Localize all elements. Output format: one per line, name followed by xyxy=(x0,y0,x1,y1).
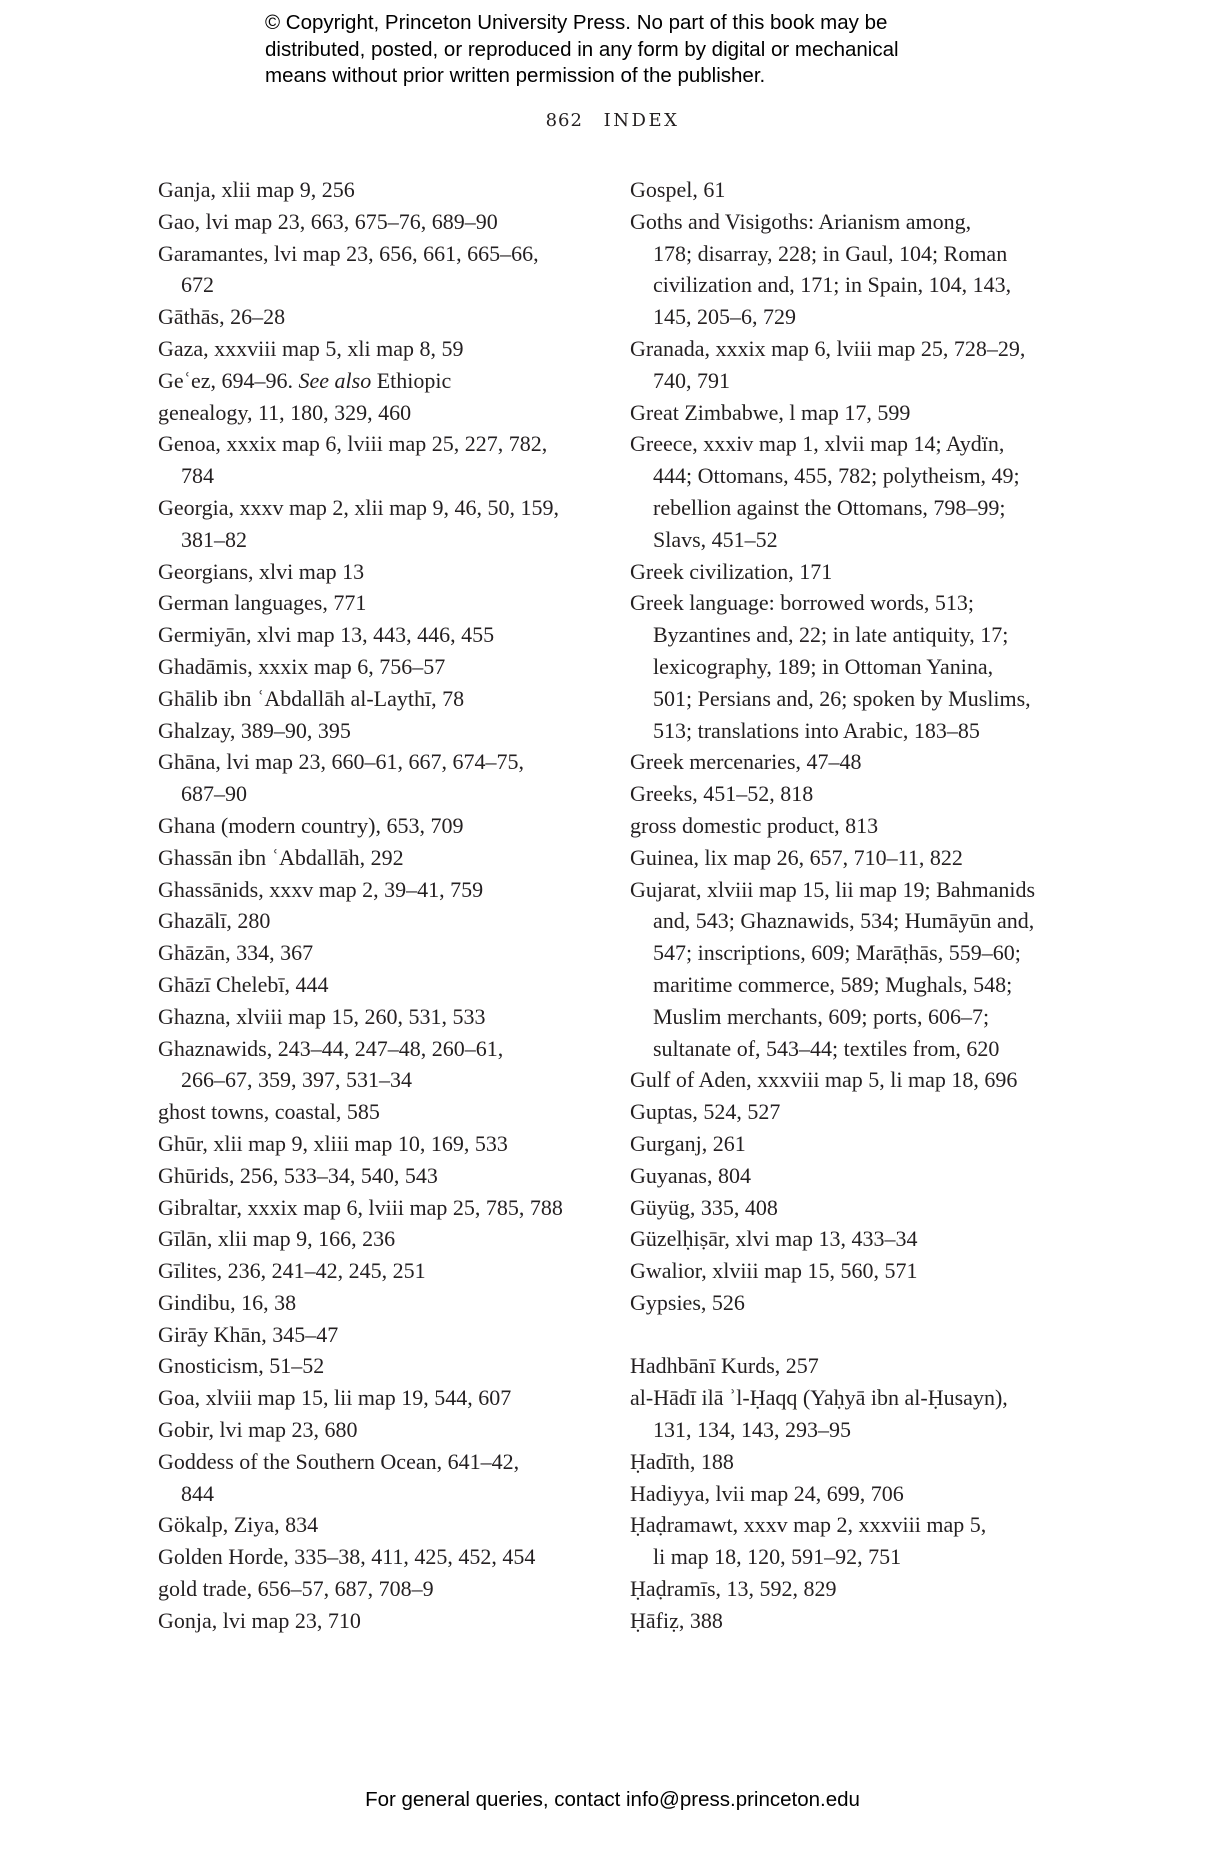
index-entry-line: Golden Horde, 335–38, 411, 425, 452, 454 xyxy=(158,1544,536,1570)
index-entry-line: Greece, xxxiv map 1, xlvii map 14; Aydïn, xyxy=(630,431,1005,457)
index-entry xyxy=(158,1255,588,1287)
index-entry-line: Guptas, 524, 527 xyxy=(630,1099,781,1125)
index-column-left xyxy=(158,174,588,1637)
index-entry xyxy=(158,206,588,238)
index-entry-line: gross domestic product, 813 xyxy=(630,812,879,838)
index-entry-line: Goddess of the Southern Ocean, 641–42, xyxy=(158,1448,520,1474)
index-entry xyxy=(158,301,588,333)
index-entry xyxy=(158,619,588,651)
index-entry xyxy=(158,905,588,937)
index-entry-line: Gāthās, 26–28 xyxy=(158,304,286,330)
index-entry-line: li map 18, 120, 591–92, 751 xyxy=(653,1544,902,1570)
index-entry xyxy=(630,1128,1070,1160)
index-entry-line: Ḥadīth, 188 xyxy=(630,1448,734,1474)
index-entry-line: Ghassān ibn ʿAbdallāh, 292 xyxy=(158,844,404,870)
index-entry xyxy=(158,238,588,302)
index-entry xyxy=(158,365,588,397)
index-entry xyxy=(630,1573,1070,1605)
index-entry xyxy=(630,1096,1070,1128)
index-entry xyxy=(630,1160,1070,1192)
index-entry xyxy=(630,746,1070,778)
index-entry-line: Slavs, 451–52 xyxy=(653,526,778,552)
index-entry-line: sultanate of, 543–44; textiles from, 620 xyxy=(653,1035,1000,1061)
index-entry-line: Ghāzī Chelebī, 444 xyxy=(158,971,329,997)
index-entry-line: 784 xyxy=(181,463,214,489)
index-entry-line: Gnosticism, 51–52 xyxy=(158,1353,325,1379)
copyright-line: means without prior written permission of the publisher. xyxy=(265,64,766,87)
index-entry-line: German languages, 771 xyxy=(158,590,367,616)
index-entry xyxy=(158,937,588,969)
index-entry-line: 444; Ottomans, 455, 782; polytheism, 49; xyxy=(653,463,1020,489)
index-entry-line: Ghūrids, 256, 533–34, 540, 543 xyxy=(158,1162,438,1188)
index-entry xyxy=(158,492,588,556)
index-entry-line: Georgians, xlvi map 13 xyxy=(158,558,365,584)
index-entry-line: civilization and, 171; in Spain, 104, 143, xyxy=(653,272,1012,298)
index-entry-line: Gobir, lvi map 23, 680 xyxy=(158,1417,358,1443)
index-entry-line: rebellion against the Ottomans, 798–99; xyxy=(653,494,1006,520)
index-entry-line: Ghāna, lvi map 23, 660–61, 667, 674–75, xyxy=(158,749,525,775)
index-entry-line: Girāy Khān, 345–47 xyxy=(158,1321,339,1347)
index-entry xyxy=(158,1096,588,1128)
index-entry xyxy=(158,1033,588,1097)
index-entry-line: Garamantes, lvi map 23, 656, 661, 665–66, xyxy=(158,240,539,266)
index-entry xyxy=(630,1064,1070,1096)
index-entry-line: and, 543; Ghaznawids, 534; Humāyūn and, xyxy=(653,908,1035,934)
index-entry xyxy=(158,1192,588,1224)
index-entry-line: Gibraltar, xxxix map 6, lviii map 25, 785, 788 xyxy=(158,1194,563,1220)
index-entry-line: Ḥāfiẓ, 388 xyxy=(630,1607,723,1633)
index-entry-line: Ghaznawids, 243–44, 247–48, 260–61, xyxy=(158,1035,504,1061)
index-entry-line: Hadiyya, lvii map 24, 699, 706 xyxy=(630,1480,904,1506)
index-entry xyxy=(158,810,588,842)
index-entry xyxy=(158,874,588,906)
index-entry xyxy=(630,1605,1070,1637)
index-entry-line: Gao, lvi map 23, 663, 675–76, 689–90 xyxy=(158,208,498,234)
index-entry xyxy=(158,1446,588,1510)
index-entry-line: Greeks, 451–52, 818 xyxy=(630,781,814,807)
index-entry xyxy=(158,587,588,619)
index-entry-line: 381–82 xyxy=(181,526,247,552)
running-head xyxy=(0,110,1225,131)
index-entry-line: Gulf of Aden, xxxviii map 5, li map 18, 696 xyxy=(630,1067,1018,1093)
index-entry xyxy=(630,1446,1070,1478)
index-entry xyxy=(158,1605,588,1637)
index-entry-line: Greek language: borrowed words, 513; xyxy=(630,590,974,616)
index-entry-line: Guyanas, 804 xyxy=(630,1162,751,1188)
index-entry-line: 131, 134, 143, 293–95 xyxy=(653,1417,851,1443)
index-entry-line: Ghana (modern country), 653, 709 xyxy=(158,812,464,838)
index-entry xyxy=(630,428,1070,555)
copyright-line: distributed, posted, or reproduced in any form by digital or mechanical xyxy=(265,37,899,61)
index-entry xyxy=(158,1541,588,1573)
see-also-label: See also xyxy=(298,367,372,393)
index-entry-line: genealogy, 11, 180, 329, 460 xyxy=(158,399,412,425)
index-entry-line: Gospel, 61 xyxy=(630,177,726,202)
index-entry-line: Muslim merchants, 609; ports, 606–7; xyxy=(653,1003,990,1029)
section-title: INDEX xyxy=(603,110,680,131)
index-entry xyxy=(158,1287,588,1319)
index-entry-line: Granada, xxxix map 6, lviii map 25, 728–29, xyxy=(630,335,1026,361)
index-entry xyxy=(630,1192,1070,1224)
index-entry-line: ghost towns, coastal, 585 xyxy=(158,1099,380,1125)
index-entry xyxy=(158,1509,588,1541)
index-entry-line: Great Zimbabwe, l map 17, 599 xyxy=(630,399,911,425)
index-entry xyxy=(158,397,588,429)
index-entry-line: Germiyān, xlvi map 13, 443, 446, 455 xyxy=(158,622,495,648)
index-entry-line: 740, 791 xyxy=(653,367,730,393)
page-number: 862 xyxy=(545,110,583,131)
index-entry xyxy=(630,874,1070,1065)
index-entry xyxy=(630,1223,1070,1255)
index-entry xyxy=(158,428,588,492)
index-entry xyxy=(158,1160,588,1192)
index-entry-line: Gökalp, Ziya, 834 xyxy=(158,1512,319,1538)
index-entry-line: 547; inscriptions, 609; Marāṭhās, 559–60; xyxy=(653,940,1021,966)
index-entry xyxy=(158,1223,588,1255)
index-entry-line: lexicography, 189; in Ottoman Yanina, xyxy=(653,653,994,679)
index-entry xyxy=(158,969,588,1001)
index-entry-line: Ḥaḍramīs, 13, 592, 829 xyxy=(630,1576,837,1602)
index-entry-line: Greek civilization, 171 xyxy=(630,558,833,584)
index-entry xyxy=(158,1128,588,1160)
index-entry xyxy=(630,842,1070,874)
copyright-line: © Copyright, Princeton University Press. No part of this book may be xyxy=(265,11,888,34)
index-entry xyxy=(630,397,1070,429)
index-entry-line: Ghazālī, 280 xyxy=(158,908,271,934)
index-entry-line: Ghālib ibn ʿAbdallāh al-Laythī, 78 xyxy=(158,685,465,711)
index-entry xyxy=(158,333,588,365)
index-entry xyxy=(630,778,1070,810)
index-entry-line: Georgia, xxxv map 2, xlii map 9, 46, 50, 159, xyxy=(158,494,560,520)
index-entry xyxy=(630,810,1070,842)
index-entry-line: 844 xyxy=(181,1480,214,1506)
index-entry-line: Hadhbānī Kurds, 257 xyxy=(630,1353,819,1379)
index-entry-line: Ghazna, xlviii map 15, 260, 531, 533 xyxy=(158,1003,486,1029)
index-entry-line: 145, 205–6, 729 xyxy=(653,304,796,330)
index-entry-line: Ganja, xlii map 9, 256 xyxy=(158,177,355,202)
index-entry xyxy=(158,1414,588,1446)
index-entry xyxy=(158,556,588,588)
index-entry-line: Gīlān, xlii map 9, 166, 236 xyxy=(158,1226,396,1252)
footer-contact: For general queries, contact info@press.princeton.edu xyxy=(365,1788,860,1811)
index-entry xyxy=(158,1319,588,1351)
index-entry xyxy=(158,651,588,683)
index-entry-line: 672 xyxy=(181,272,214,298)
index-entry xyxy=(630,1350,1070,1382)
index-entry-line: Gonja, lvi map 23, 710 xyxy=(158,1607,361,1633)
index-entry xyxy=(630,174,1070,206)
index-entry-line: Güyüg, 335, 408 xyxy=(630,1194,778,1220)
index-entry-line: 513; translations into Arabic, 183–85 xyxy=(653,717,980,743)
index-entry-line: 501; Persians and, 26; spoken by Muslims, xyxy=(653,685,1031,711)
index-entry-line: Ghassānids, xxxv map 2, 39–41, 759 xyxy=(158,876,484,902)
index-entry-line: Güzelḥiṣār, xlvi map 13, 433–34 xyxy=(630,1226,918,1252)
index-entry-line: Gujarat, xlviii map 15, lii map 19; Bahmanids xyxy=(630,876,1036,902)
index-entry xyxy=(158,715,588,747)
index-entry-line: Byzantines and, 22; in late antiquity, 17; xyxy=(653,622,1009,648)
index-entry-line: Gwalior, xlviii map 15, 560, 571 xyxy=(630,1258,918,1284)
index-entry-line: gold trade, 656–57, 687, 708–9 xyxy=(158,1576,434,1602)
index-entry-line: Guinea, lix map 26, 657, 710–11, 822 xyxy=(630,844,963,870)
index-entry xyxy=(630,587,1070,746)
index-entry-line: Geʿez, 694–96. See also Ethiopic xyxy=(158,367,452,393)
index-entry xyxy=(158,174,588,206)
index-entry-line: Gindibu, 16, 38 xyxy=(158,1289,297,1315)
index-entry xyxy=(630,333,1070,397)
index-entry-line: Gurganj, 261 xyxy=(630,1130,746,1156)
index-entry xyxy=(630,1382,1070,1446)
index-entry xyxy=(630,1509,1070,1573)
index-entry xyxy=(630,1255,1070,1287)
index-entry-line: Genoa, xxxix map 6, lviii map 25, 227, 782, xyxy=(158,431,548,457)
index-entry-line: Ghalzay, 389–90, 395 xyxy=(158,717,351,743)
index-entry-line: 266–67, 359, 397, 531–34 xyxy=(181,1067,412,1093)
index-entry xyxy=(630,556,1070,588)
index-entry xyxy=(158,1350,588,1382)
index-entry-line: Ghāzān, 334, 367 xyxy=(158,940,314,966)
index-entry xyxy=(158,842,588,874)
index-entry-line: Greek mercenaries, 47–48 xyxy=(630,749,862,775)
index-entry-line: Ghadāmis, xxxix map 6, 756–57 xyxy=(158,653,446,679)
index-entry-line: Ghūr, xlii map 9, xliii map 10, 169, 533 xyxy=(158,1130,508,1156)
index-entry-line: Gīlites, 236, 241–42, 245, 251 xyxy=(158,1258,426,1284)
index-entry xyxy=(158,1382,588,1414)
index-entry-line: 178; disarray, 228; in Gaul, 104; Roman xyxy=(653,240,1008,266)
index-entry xyxy=(158,1001,588,1033)
index-entry xyxy=(158,746,588,810)
index-entry xyxy=(158,1573,588,1605)
index-entry-line: Ḥaḍramawt, xxxv map 2, xxxviii map 5, xyxy=(630,1512,987,1538)
index-entry xyxy=(630,1478,1070,1510)
index-entry-line: Gaza, xxxviii map 5, xli map 8, 59 xyxy=(158,335,464,361)
index-entry-line: maritime commerce, 589; Mughals, 548; xyxy=(653,971,1013,997)
index-entry-line: 687–90 xyxy=(181,781,247,807)
index-entry xyxy=(630,1287,1070,1319)
index-column-right xyxy=(630,174,1070,1637)
index-entry xyxy=(158,683,588,715)
index-entry xyxy=(630,206,1070,333)
index-entry-line: Gypsies, 526 xyxy=(630,1289,745,1315)
index-entry-line: Goa, xlviii map 15, lii map 19, 544, 607 xyxy=(158,1385,512,1411)
copyright-notice xyxy=(265,10,1025,90)
index-entry-line: al-Hādī ilā ʾl-Ḥaqq (Yaḥyā ibn al-Ḥusayn), xyxy=(630,1385,1008,1411)
index-entry-line: Goths and Visigoths: Arianism among, xyxy=(630,208,972,234)
